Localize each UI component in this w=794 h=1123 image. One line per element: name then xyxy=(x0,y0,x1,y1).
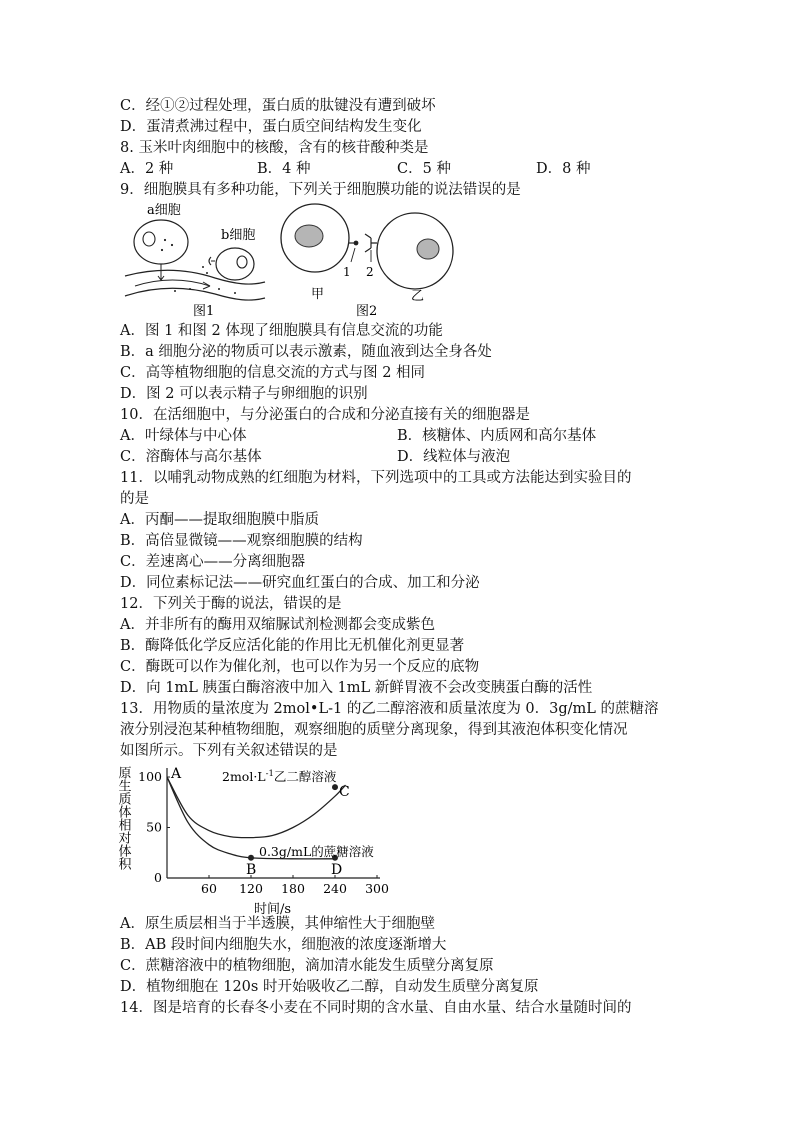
fig1-vessel-dot xyxy=(189,288,191,290)
fig1-secretion-arrow xyxy=(158,264,164,280)
q13-stem-line2: 液分别浸泡某种植物细胞，观察细胞的质壁分离现象，得到其液泡体积变化情况 xyxy=(120,722,628,738)
q9-figures xyxy=(115,198,460,323)
fig2-yi-label: 乙 xyxy=(411,289,425,304)
q13-option-a: A．原生质层相当于半透膜，其伸缩性大于细胞壁 xyxy=(120,916,435,932)
fig1-a-granule xyxy=(171,244,173,246)
x-tick-label: 60 xyxy=(201,881,217,896)
point-c xyxy=(332,784,338,790)
q13-stem-line3: 如图所示。下列有关叙述错误的是 xyxy=(120,743,338,759)
x-tick-label: 240 xyxy=(323,881,347,896)
fig1-a-cell-label: a细胞 xyxy=(147,203,181,218)
point-label-c: C xyxy=(339,784,350,801)
q13-option-c: C．蔗糖溶液中的植物细胞，滴加清水能发生质壁分离复原 xyxy=(120,958,494,974)
q11-stem-line2: 的是 xyxy=(120,491,149,507)
q12-option-c: C．酶既可以作为催化剂，也可以作为另一个反应的底物 xyxy=(120,659,480,675)
q11-option-c: C．差速离心——分离细胞器 xyxy=(120,554,306,570)
fig1-b-nucleus xyxy=(237,256,247,268)
fig1-vessel-dot xyxy=(234,292,236,294)
q14-stem: 14．图是培育的长春冬小麦在不同时期的含水量、自由水量、结合水量随时间的 xyxy=(120,1000,632,1016)
q11-option-d: D．同位素标记法——研究血红蛋白的合成、加工和分泌 xyxy=(120,575,480,591)
q13-stem-line1: 13．用物质的量浓度为 2mol•L-1 的乙二醇溶液和质量浓度为 0．3g/mL 的蔗糖溶 xyxy=(120,701,659,717)
fig2-nucleus-jia xyxy=(295,225,323,247)
fig1-b-cell-label: b细胞 xyxy=(221,228,256,243)
fig1-a-nucleus xyxy=(143,232,155,246)
q8-option-c: C．5 种 xyxy=(397,161,451,177)
point-label-a: A xyxy=(171,766,182,782)
y-tick-label: 100 xyxy=(138,769,162,784)
fig1-caption: 图1 xyxy=(193,304,215,319)
fig1-a-granule xyxy=(164,239,166,241)
fig1-vessel-dot xyxy=(206,272,208,274)
x-axis-label: 时间/s xyxy=(254,902,292,915)
fig2-receptor xyxy=(365,234,377,252)
q10-option-c: C．溶酶体与高尔基体 xyxy=(120,449,262,465)
x-tick-label: 300 xyxy=(365,881,389,896)
q12-stem: 12．下列关于酶的说法，错误的是 xyxy=(120,596,342,612)
x-tick-label: 120 xyxy=(239,881,263,896)
q8-option-a: A．2 种 xyxy=(120,161,174,177)
fig1-b-cell xyxy=(216,248,254,280)
q8-option-b: B．4 种 xyxy=(257,161,311,177)
q10-option-a: A．叶绿体与中心体 xyxy=(120,428,247,444)
y-tick-label: 50 xyxy=(146,819,162,835)
q7-option-c: C．经①②过程处理，蛋白质的肽键没有遭到破坏 xyxy=(120,98,436,114)
fig1-vessel-dot xyxy=(218,288,220,290)
x-tick-label: 180 xyxy=(281,881,305,896)
q9-stem: 9．细胞膜具有多种功能，下列关于细胞膜功能的说法错误的是 xyxy=(120,182,521,198)
q13-option-b: B．AB 段时间内细胞失水，细胞液的浓度逐渐增大 xyxy=(120,937,447,953)
q9-option-a: A．图 1 和图 2 体现了细胞膜具有信息交流的功能 xyxy=(120,323,443,339)
q8-stem: 8. 玉米叶肉细胞中的核酸，含有的核苷酸种类是 xyxy=(120,140,429,156)
fig2-caption: 图2 xyxy=(356,304,378,319)
q12-option-d: D．向 1mL 胰蛋白酶溶液中加入 1mL 新鲜胃液不会改变胰蛋白酶的活性 xyxy=(120,680,593,696)
sucrose-curve-label: 0.3g/mL的蔗糖溶液 xyxy=(259,844,374,859)
glycol-curve xyxy=(167,777,346,838)
q8-option-d: D．8 种 xyxy=(536,161,591,177)
q10-option-d: D．线粒体与液泡 xyxy=(397,449,511,465)
y-tick-label: 0 xyxy=(154,870,162,885)
q13-chart xyxy=(115,760,405,915)
fig2-pointer-1 xyxy=(351,248,355,262)
q9-option-b: B．a 细胞分泌的物质可以表示激素，随血液到达全身各处 xyxy=(120,344,492,360)
fig2-jia-label: 甲 xyxy=(311,287,325,302)
fig2-nucleus-yi xyxy=(417,239,439,259)
q11-option-a: A．丙酮——提取细胞膜中脂质 xyxy=(120,512,319,528)
fig1-vessel-lower xyxy=(125,288,265,300)
glycol-curve-label: $2mol\cdot L^{-1}$乙二醇溶液 xyxy=(222,769,337,784)
fig1-vessel-dot xyxy=(174,290,176,292)
q11-option-b: B．高倍显微镜——观察细胞膜的结构 xyxy=(120,533,363,549)
fig2-label-1: 1 xyxy=(343,265,351,279)
q10-option-b: B．核糖体、内质网和高尔基体 xyxy=(397,428,597,444)
fig2-signal-molecule xyxy=(354,241,359,246)
point-label-d: D xyxy=(331,861,343,878)
fig2-cell-yi xyxy=(377,213,453,289)
q11-stem-line1: 11．以哺乳动物成熟的红细胞为材料，下列选项中的工具或方法能达到实验目的 xyxy=(120,470,632,486)
fig1-flow-arrow xyxy=(135,280,210,286)
fig1-vessel-dot xyxy=(202,266,204,268)
q9-option-c: C．高等植物细胞的信息交流的方式与图 2 相同 xyxy=(120,365,426,381)
fig2-label-2: 2 xyxy=(366,265,374,279)
q12-option-a: A．并非所有的酶用双缩脲试剂检测都会变成紫色 xyxy=(120,617,435,633)
fig1-b-receptor xyxy=(209,257,215,265)
y-axis-label: 原生质体相对体积 xyxy=(115,766,131,870)
point-b xyxy=(248,855,254,861)
fig1-flow-arrowhead xyxy=(203,282,210,289)
q10-stem: 10．在活细胞中，与分泌蛋白的合成和分泌直接有关的细胞器是 xyxy=(120,407,530,423)
q9-option-d: D．图 2 可以表示精子与卵细胞的识别 xyxy=(120,386,368,402)
q12-option-b: B．酶降低化学反应活化能的作用比无机催化剂更显著 xyxy=(120,638,465,654)
q13-option-d: D．植物细胞在 120s 时开始吸收乙二醇，自动发生质壁分离复原 xyxy=(120,979,539,995)
fig1-a-granule xyxy=(161,249,163,251)
fig1-a-cell xyxy=(134,220,188,264)
q7-option-d: D．蛋清煮沸过程中，蛋白质空间结构发生变化 xyxy=(120,119,422,135)
point-label-b: B xyxy=(246,861,257,878)
